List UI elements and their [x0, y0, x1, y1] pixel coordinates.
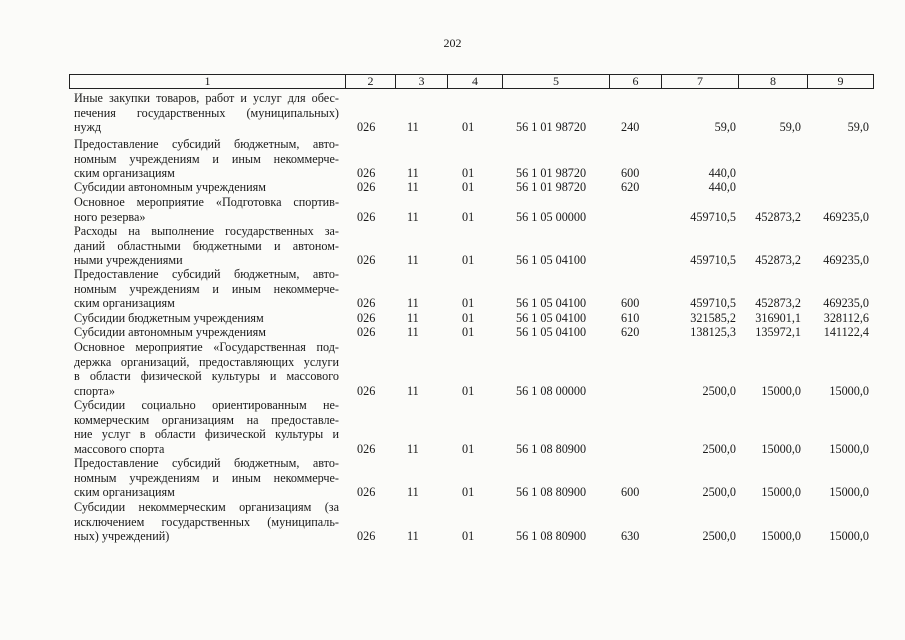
cell-c3: 11: [407, 120, 419, 135]
cell-c7: 321585,2: [690, 311, 736, 325]
cell-c5: 56 1 08 80900: [516, 529, 587, 544]
header-col-3: 3: [395, 75, 447, 88]
cell-c5: 56 1 08 80900: [516, 441, 587, 456]
cell-c2: 026: [357, 441, 376, 456]
cell-c4: 01: [462, 383, 475, 398]
cell-c6: 620: [621, 180, 640, 194]
cell-c5: 56 1 01 98720: [516, 120, 587, 135]
description-line: нужд: [74, 120, 102, 135]
cell-c5: 56 1 01 98720: [516, 166, 587, 181]
description-line: Субсидии бюджетным учреждениям: [74, 311, 264, 325]
header-col-9: 9: [807, 75, 873, 88]
cell-c3: 11: [407, 296, 419, 311]
cell-c9: 328112,6: [823, 311, 869, 325]
cell-c7: 2500,0: [702, 529, 736, 544]
cell-c3: 11: [407, 325, 419, 339]
cell-c7: 459710,5: [690, 209, 736, 224]
cell-c4: 01: [462, 311, 475, 325]
cell-c7: 440,0: [708, 180, 736, 194]
cell-c7: 59,0: [714, 120, 736, 135]
table-header: [69, 74, 874, 89]
description-line: номным учреждениям и иным некоммерче-: [74, 151, 339, 166]
description-line: Основное мероприятие «Государственная под-: [74, 340, 339, 354]
cell-c9: [780, 166, 869, 180]
cell-c8: 135972,1: [755, 325, 801, 339]
description-line: коммерческим организациям на предоставле-: [74, 412, 339, 427]
cell-c6: 630: [621, 529, 640, 544]
cell-c3: 11: [407, 209, 419, 224]
description-line: Иные закупки товаров, работ и услуг для обес-: [74, 91, 339, 105]
cell-c5: 56 1 08 00000: [516, 383, 587, 398]
header-col-7: 7: [661, 75, 738, 88]
cell-c2: 026: [357, 253, 376, 268]
cell-c2: 026: [357, 296, 376, 311]
cell-c9: 59,0: [847, 120, 869, 135]
cell-c2: 026: [357, 383, 376, 398]
cell-c8: 452873,2: [755, 253, 801, 268]
description-line: ским организациям: [74, 296, 175, 311]
cell-c7: 2500,0: [702, 441, 736, 456]
cell-c4: 01: [462, 253, 475, 268]
cell-c6: 600: [621, 166, 640, 181]
cell-c2: 026: [357, 311, 376, 325]
row-description: [74, 500, 339, 544]
cell-c5: 56 1 05 04100: [516, 296, 587, 311]
description-line: ными учреждениями: [74, 253, 183, 268]
cell-c7: 440,0: [708, 166, 736, 181]
cell-c7: 2500,0: [702, 485, 736, 500]
cell-c8: 59,0: [779, 120, 801, 135]
description-line: спорта»: [74, 383, 115, 398]
description-line: держка организаций, предоставляющих услуги: [74, 354, 339, 369]
description-line: номным учреждениям и иным некоммерче-: [74, 470, 339, 485]
description-line: массового спорта: [74, 441, 165, 456]
description-line: даний областными бюджетными и автоном-: [74, 238, 339, 253]
description-line: ного резерва»: [74, 209, 146, 224]
cell-c2: 026: [357, 325, 376, 339]
cell-c3: 11: [407, 180, 419, 194]
cell-c5: 56 1 05 00000: [516, 209, 587, 224]
cell-c9: 15000,0: [829, 441, 869, 456]
row-description: [74, 398, 339, 456]
cell-c4: 01: [462, 485, 475, 500]
cell-c2: 026: [357, 209, 376, 224]
cell-c2: 026: [357, 180, 376, 194]
cell-c7: 2500,0: [702, 383, 736, 398]
description-line: ние услуг в области физической культуры и: [74, 427, 339, 442]
row-description: [74, 224, 339, 268]
cell-c4: 01: [462, 166, 475, 181]
description-line: ским организациям: [74, 485, 175, 500]
row-description: [74, 311, 339, 326]
cell-c9: 15000,0: [829, 529, 869, 544]
cell-c3: 11: [407, 383, 419, 398]
cell-c5: 56 1 05 04100: [516, 311, 587, 325]
cell-c3: 11: [407, 253, 419, 268]
cell-c2: 026: [357, 166, 376, 181]
cell-c6: 240: [621, 120, 640, 135]
cell-c4: 01: [462, 325, 475, 339]
header-col-8: 8: [738, 75, 807, 88]
cell-c3: 11: [407, 485, 419, 500]
cell-c3: 11: [407, 311, 419, 325]
description-line: Субсидии автономным учреждениям: [74, 180, 266, 194]
description-line: в области физической культуры и массового: [74, 369, 339, 384]
cell-c6: 620: [621, 325, 640, 339]
cell-c4: 01: [462, 209, 475, 224]
row-description: [74, 91, 339, 135]
header-col-5: 5: [502, 75, 609, 88]
cell-c3: 11: [407, 441, 419, 456]
description-line: Субсидии автономным учреждениям: [74, 325, 266, 339]
description-line: Предоставление субсидий бюджетным, авто-: [74, 267, 339, 281]
header-col-1: 1: [204, 74, 211, 88]
cell-c3: 11: [407, 529, 419, 544]
cell-c2: 026: [357, 485, 376, 500]
cell-c9: 15000,0: [829, 485, 869, 500]
row-description: [74, 456, 339, 500]
cell-c8: 15000,0: [761, 383, 801, 398]
cell-c3: 11: [407, 166, 419, 181]
row-description: [74, 137, 339, 181]
cell-c5: 56 1 05 04100: [516, 325, 587, 339]
cell-c8: 15000,0: [761, 441, 801, 456]
cell-c7: 138125,3: [690, 325, 736, 339]
cell-c2: 026: [357, 529, 376, 544]
cell-c4: 01: [462, 529, 475, 544]
description-line: Основное мероприятие «Подготовка спортив-: [74, 195, 339, 209]
description-line: Предоставление субсидий бюджетным, авто-: [74, 137, 339, 151]
description-line: исключением государственных (муниципаль-: [74, 514, 339, 529]
cell-c8: 316901,1: [755, 311, 801, 325]
header-col-2: 2: [345, 75, 395, 88]
cell-c9: 15000,0: [829, 383, 869, 398]
cell-c8: 452873,2: [755, 209, 801, 224]
cell-c5: 56 1 05 04100: [516, 253, 587, 268]
description-line: ных) учреждений): [74, 529, 170, 544]
cell-c8: 452873,2: [755, 296, 801, 311]
cell-c6: 600: [621, 485, 640, 500]
description-line: Предоставление субсидий бюджетным, авто-: [74, 456, 339, 470]
row-description: [74, 267, 339, 311]
cell-c7: 459710,5: [690, 253, 736, 268]
description-line: Субсидии социально ориентированным не-: [74, 398, 339, 412]
cell-c8: 15000,0: [761, 529, 801, 544]
cell-c4: 01: [462, 441, 475, 456]
row-description: [74, 340, 339, 398]
row-description: [74, 195, 339, 224]
description-line: Расходы на выполнение государственных за-: [74, 224, 339, 238]
cell-c9: 141122,4: [823, 325, 869, 339]
cell-c2: 026: [357, 120, 376, 135]
cell-c4: 01: [462, 180, 475, 194]
cell-c4: 01: [462, 296, 475, 311]
page-number: 202: [443, 36, 462, 50]
description-line: печения государственных (муниципальных): [74, 105, 339, 120]
description-line: номным учреждениям и иным некоммерче-: [74, 281, 339, 296]
description-line: ским организациям: [74, 166, 175, 181]
cell-c5: 56 1 01 98720: [516, 180, 587, 194]
cell-c4: 01: [462, 120, 475, 135]
description-line: Субсидии некоммерческим организациям (за: [74, 500, 339, 514]
cell-c6: 600: [621, 296, 640, 311]
header-col-4: 4: [447, 75, 502, 88]
header-col-6: 6: [609, 75, 661, 88]
cell-c7: 459710,5: [690, 296, 736, 311]
cell-c9: 469235,0: [823, 209, 869, 224]
cell-c9: 469235,0: [823, 253, 869, 268]
cell-c9: [780, 180, 869, 194]
cell-c6: 610: [621, 311, 640, 325]
row-description: [74, 180, 339, 195]
cell-c8: 15000,0: [761, 485, 801, 500]
cell-c5: 56 1 08 80900: [516, 485, 587, 500]
cell-c9: 469235,0: [823, 296, 869, 311]
row-description: [74, 325, 339, 340]
